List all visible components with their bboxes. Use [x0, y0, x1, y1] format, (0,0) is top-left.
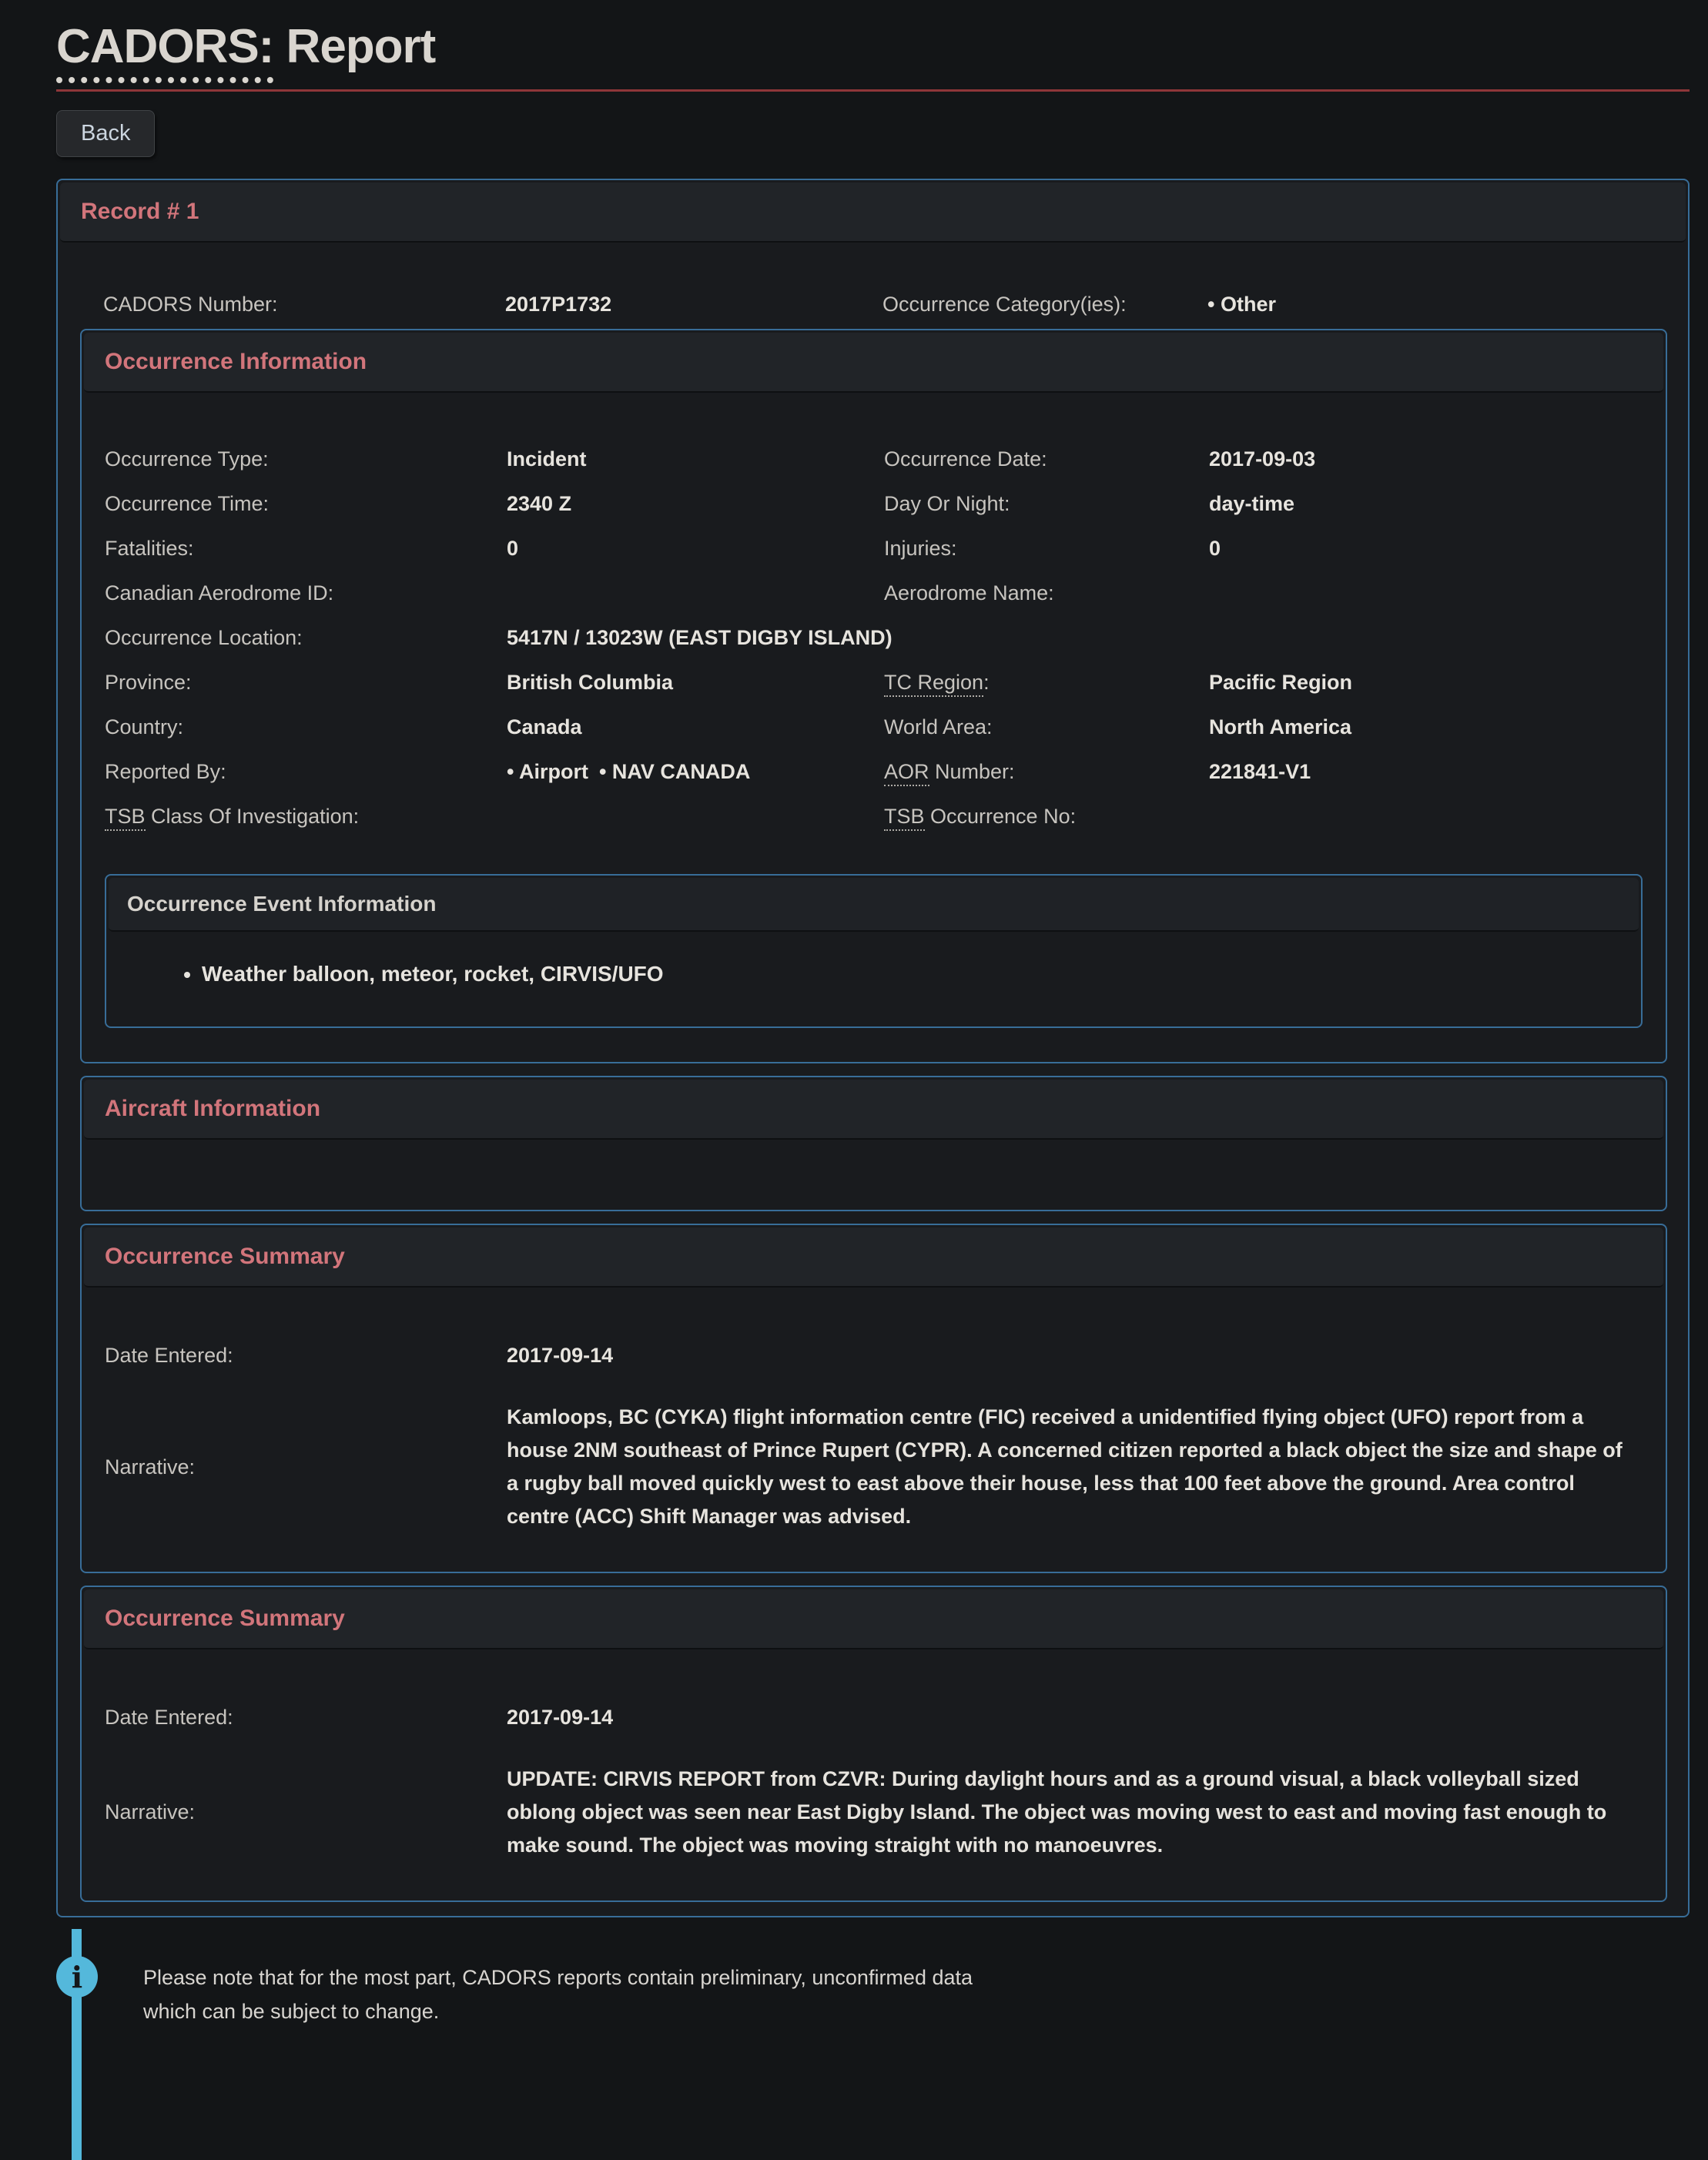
aerodrome-name-label: Aerodrome Name:: [884, 581, 1054, 604]
footer-note: [56, 1917, 1690, 2030]
field-row: [82, 660, 1666, 705]
occurrence-summary-header: [84, 1227, 1663, 1288]
occurrence-time-value: 2340 Z: [507, 491, 572, 515]
field-row: [82, 794, 1666, 839]
occurrence-time-label: Occurrence Time:: [105, 491, 270, 515]
back-button[interactable]: Back: [56, 110, 155, 157]
world-area-value: North America: [1209, 715, 1352, 738]
field-row: [82, 705, 1666, 749]
province-value: British Columbia: [507, 670, 674, 694]
fatalities-label: Fatalities:: [105, 536, 194, 560]
event-list-item: • Weather balloon, meteor, rocket, CIRVIS/UFO: [202, 962, 1623, 986]
tsb-occurrence-no-label: TSB Occurrence No:: [884, 805, 1209, 829]
narrative-text: Kamloops, BC (CYKA) flight information centre (FIC) received a unidentified flying object (UFO) report from a house 2NM southeast of Prince Rupert (CYPR). A concerned citizen reported a black object the size and shape of a rugby ball moved quickly west to east above their house, less that 100 feet above the ground. Area control centre (ACC) Shift Manager was advised.: [507, 1405, 1623, 1528]
reported-by-value: • Airport • NAV CANADA: [507, 760, 884, 784]
occurrence-date-value: 2017-09-03: [1209, 447, 1316, 471]
record-body: [58, 245, 1688, 1916]
occurrence-information-title: Occurrence Information: [105, 349, 367, 374]
date-entered-label: Date Entered:: [105, 1705, 233, 1729]
world-area-label: World Area:: [884, 715, 993, 738]
cadors-abbreviation: CADORS:: [56, 20, 273, 83]
tc-region-abbr: TC Region: [884, 671, 983, 697]
day-or-night-value: day-time: [1209, 491, 1295, 515]
occurrence-information-header: [84, 333, 1663, 393]
aircraft-information-header: [84, 1080, 1663, 1140]
aircraft-information-body: [82, 1142, 1666, 1210]
field-row: [82, 615, 1666, 660]
occurrence-summary-title: Occurrence Summary: [105, 1244, 345, 1269]
narrative-row: [82, 1763, 1666, 1862]
page-title-rest: Report: [273, 20, 436, 73]
tsb-abbr: TSB: [105, 805, 146, 831]
title-divider: [56, 89, 1690, 92]
field-row: [82, 749, 1666, 794]
aor-number-label: AOR Number:: [884, 760, 1209, 784]
canadian-aerodrome-id-label: Canadian Aerodrome ID:: [105, 581, 334, 604]
cadors-number-row: [80, 245, 1667, 316]
tsb-abbr: TSB: [884, 805, 925, 831]
occurrence-event-information-body: [106, 934, 1641, 1026]
field-row: [82, 526, 1666, 571]
occurrence-category-value: • Other: [1207, 293, 1276, 316]
date-entered-row: [82, 1695, 1666, 1740]
date-entered-value: 2017-09-14: [507, 1705, 614, 1729]
field-row: [82, 571, 1666, 615]
country-label: Country:: [105, 715, 184, 738]
occurrence-summary-title: Occurrence Summary: [105, 1606, 345, 1631]
aor-number-value: 221841-V1: [1209, 759, 1311, 783]
injuries-label: Injuries:: [884, 536, 957, 560]
footer-note-line2: which can be subject to change.: [143, 2000, 440, 2023]
country-value: Canada: [507, 715, 582, 738]
field-row: [82, 437, 1666, 481]
narrative-label: Narrative:: [105, 1800, 196, 1823]
record-card-header: [60, 183, 1686, 243]
event-list: [174, 962, 1623, 986]
day-or-night-label: Day Or Night:: [884, 491, 1010, 515]
narrative-text: UPDATE: CIRVIS REPORT from CZVR: During daylight hours and as a ground visual, a black volleyball sized oblong object was seen near East Digby Island. The object was moving west to east and moving fast enough to make sound. The object was moving straight with no manoeuvres.: [507, 1767, 1607, 1857]
info-icon: i: [56, 1956, 98, 1998]
occurrence-information-card: [80, 329, 1667, 1063]
narrative-label: Narrative:: [105, 1455, 196, 1479]
field-row: [82, 481, 1666, 526]
cadors-number-value: 2017P1732: [505, 293, 612, 316]
fatalities-value: 0: [507, 536, 519, 560]
tsb-class-label: TSB Class Of Investigation:: [105, 805, 507, 829]
occurrence-summary-header: [84, 1589, 1663, 1649]
aircraft-information-card: [80, 1076, 1667, 1211]
occurrence-information-body: [82, 395, 1666, 1062]
reported-by-label: Reported By:: [105, 759, 226, 783]
aor-abbr: AOR: [884, 760, 929, 786]
page: [0, 20, 1708, 2030]
footer-note-line1: Please note that for the most part, CADORS reports contain preliminary, unconfirmed data: [143, 1966, 973, 1989]
record-title: Record # 1: [81, 199, 199, 224]
occurrence-location-value: 5417N / 13023W (EAST DIGBY ISLAND): [507, 625, 893, 649]
date-entered-value: 2017-09-14: [507, 1343, 614, 1367]
occurrence-summary-body: [82, 1290, 1666, 1572]
occurrence-event-information-title: Occurrence Event Information: [109, 878, 1639, 932]
occurrence-type-label: Occurrence Type:: [105, 447, 269, 471]
occurrence-date-label: Occurrence Date:: [884, 447, 1047, 471]
page-title: [56, 20, 1690, 74]
province-label: Province:: [105, 670, 192, 694]
cadors-number-label: CADORS Number:: [103, 293, 278, 316]
narrative-row: [82, 1401, 1666, 1533]
aircraft-information-title: Aircraft Information: [105, 1096, 321, 1121]
record-card: [56, 179, 1690, 1917]
occurrence-summary-body: [82, 1652, 1666, 1900]
tc-region-label: TC Region:: [884, 671, 1209, 695]
injuries-value: 0: [1209, 536, 1221, 560]
footer-note-text: [143, 1917, 1690, 2028]
occurrence-category-label: Occurrence Category(ies):: [882, 293, 1127, 316]
tc-region-value: Pacific Region: [1209, 670, 1353, 694]
occurrence-summary-card: [80, 1224, 1667, 1573]
occurrence-type-value: Incident: [507, 447, 587, 471]
date-entered-row: [82, 1333, 1666, 1378]
date-entered-label: Date Entered:: [105, 1343, 233, 1367]
occurrence-event-information-card: [105, 874, 1643, 1028]
occurrence-summary-card: [80, 1586, 1667, 1902]
occurrence-location-label: Occurrence Location:: [105, 625, 303, 649]
